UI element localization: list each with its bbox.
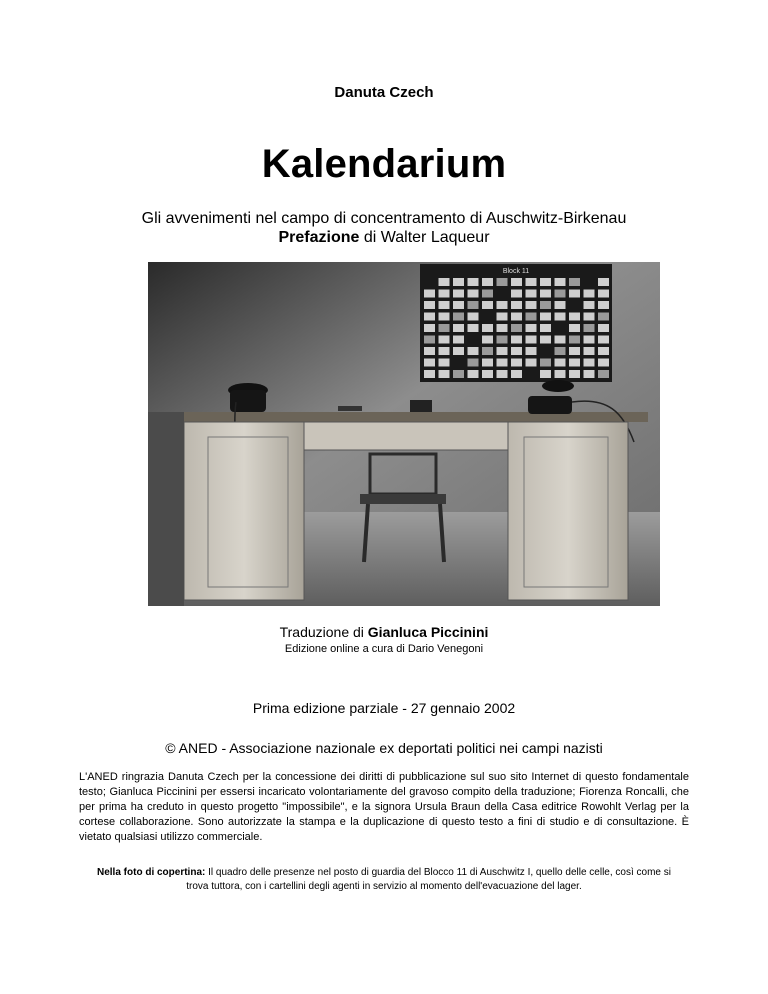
- name-card: [584, 359, 595, 367]
- name-card: [598, 290, 609, 298]
- name-card: [468, 290, 479, 298]
- name-card: [598, 359, 609, 367]
- name-card: [439, 347, 450, 355]
- name-card: [569, 324, 580, 332]
- name-card: [439, 370, 450, 378]
- name-card: [468, 324, 479, 332]
- name-card: [482, 278, 493, 286]
- name-card: [453, 301, 464, 309]
- caption-text: Il quadro delle presenze nel posto di guardia del Blocco 11 di Auschwitz I, quello delle celle, così come si trova tuttora, con i cartellini degli agenti in servizio al momento dell'evacuazione del lager.: [186, 867, 671, 892]
- name-card: [497, 324, 508, 332]
- translator-name: Gianluca Piccinini: [367, 624, 489, 640]
- name-card: [569, 278, 580, 286]
- name-card: [497, 336, 508, 344]
- name-card: [511, 301, 522, 309]
- subtitle: [0, 209, 768, 247]
- name-card: [540, 370, 551, 378]
- name-card: [424, 301, 435, 309]
- name-card: [482, 336, 493, 344]
- name-card: [555, 290, 566, 298]
- name-card: [526, 347, 537, 355]
- name-card: [598, 370, 609, 378]
- name-card: [584, 290, 595, 298]
- name-card: [598, 278, 609, 286]
- caption-label: Nella foto di copertina:: [97, 867, 206, 878]
- name-card: [468, 278, 479, 286]
- name-card: [439, 336, 450, 344]
- name-card: [569, 347, 580, 355]
- name-card: [511, 278, 522, 286]
- name-card: [584, 336, 595, 344]
- name-card: [497, 301, 508, 309]
- name-card: [439, 359, 450, 367]
- acknowledgements-paragraph: L'ANED ringrazia Danuta Czech per la concessione dei diritti di pubblicazione sul suo sito Internet di questo fondamentale testo; Gianluca Piccinini per essersi incaricato volontariamente del gravoso compito della traduzione; Fiorenza Roncalli, che per prima ha creduto in questo progetto "impossibile", e la signora Ursula Braun della Casa editrice Rowohlt Verlag per la cortese collaborazione. Sono autorizzate la stampa e la duplicazione di questo testo a fini di studio e di consultazione. È vietato qualsiasi utilizzo commerciale.: [79, 771, 689, 843]
- name-card: [453, 347, 464, 355]
- name-card: [453, 313, 464, 321]
- name-card: [511, 370, 522, 378]
- cover-photo: [148, 262, 660, 606]
- name-card: [497, 347, 508, 355]
- preface-line: [0, 228, 768, 247]
- name-card: [468, 301, 479, 309]
- name-card: [526, 301, 537, 309]
- name-card: [511, 313, 522, 321]
- name-card: [569, 313, 580, 321]
- name-card: [511, 336, 522, 344]
- name-card: [424, 336, 435, 344]
- name-card: [497, 278, 508, 286]
- name-card: [584, 324, 595, 332]
- name-card: [540, 359, 551, 367]
- name-card: [540, 313, 551, 321]
- name-card: [424, 313, 435, 321]
- name-card: [468, 370, 479, 378]
- online-edition-credit: Edizione online a cura di Dario Venegoni: [284, 643, 484, 655]
- subtitle-line: Gli avvenimenti nel campo di concentramento di Auschwitz-Birkenau: [141, 210, 627, 227]
- name-card: [540, 278, 551, 286]
- name-card: [511, 324, 522, 332]
- name-card: [526, 324, 537, 332]
- name-card: [424, 290, 435, 298]
- name-card: [569, 370, 580, 378]
- name-card: [555, 336, 566, 344]
- name-card: [555, 301, 566, 309]
- name-card: [482, 290, 493, 298]
- name-card: [468, 313, 479, 321]
- name-card: [584, 347, 595, 355]
- name-card: [439, 301, 450, 309]
- board-heading: Block 11: [502, 268, 530, 275]
- name-card: [439, 290, 450, 298]
- name-card: [569, 290, 580, 298]
- name-card: [453, 336, 464, 344]
- name-card: [511, 347, 522, 355]
- name-card: [482, 359, 493, 367]
- name-card: [526, 336, 537, 344]
- document-title: Kalendarium: [261, 142, 507, 186]
- copyright-line: © ANED - Associazione nazionale ex deportati politici nei campi nazisti: [165, 740, 603, 756]
- name-card: [439, 278, 450, 286]
- name-card: [424, 359, 435, 367]
- name-card: [424, 370, 435, 378]
- name-card: [511, 290, 522, 298]
- name-card: [555, 278, 566, 286]
- name-card: [598, 313, 609, 321]
- edition-line: Prima edizione parziale - 27 gennaio 2002: [252, 700, 516, 716]
- name-card: [526, 359, 537, 367]
- name-card: [468, 347, 479, 355]
- author-name: Danuta Czech: [334, 84, 434, 101]
- name-card: [468, 359, 479, 367]
- name-card: [540, 301, 551, 309]
- name-card: [453, 278, 464, 286]
- name-card: [453, 370, 464, 378]
- name-card: [439, 324, 450, 332]
- name-card: [555, 313, 566, 321]
- name-card: [598, 347, 609, 355]
- translation-prefix: Traduzione di: [279, 624, 368, 640]
- name-card: [584, 370, 595, 378]
- name-card: [511, 359, 522, 367]
- name-card: [497, 370, 508, 378]
- name-card: [598, 336, 609, 344]
- name-card: [526, 313, 537, 321]
- name-card: [482, 301, 493, 309]
- name-card: [482, 347, 493, 355]
- name-card: [540, 336, 551, 344]
- name-card: [482, 370, 493, 378]
- name-card: [424, 347, 435, 355]
- preface-author: di Walter Laqueur: [359, 229, 490, 246]
- name-card: [584, 301, 595, 309]
- name-card: [555, 359, 566, 367]
- name-card: [584, 313, 595, 321]
- name-card: [424, 324, 435, 332]
- name-card: [598, 301, 609, 309]
- name-card: [482, 324, 493, 332]
- preface-label: Prefazione: [278, 229, 360, 246]
- name-card: [569, 336, 580, 344]
- name-card: [453, 324, 464, 332]
- name-card: [569, 359, 580, 367]
- name-card: [453, 290, 464, 298]
- name-card: [497, 359, 508, 367]
- name-card: [497, 313, 508, 321]
- name-card: [555, 347, 566, 355]
- translation-credit: [0, 624, 768, 640]
- name-card: [526, 278, 537, 286]
- name-card: [439, 313, 450, 321]
- name-card: [555, 370, 566, 378]
- photo-caption: [0, 866, 768, 894]
- name-card: [598, 324, 609, 332]
- name-card: [540, 290, 551, 298]
- name-card: [526, 290, 537, 298]
- name-card: [540, 324, 551, 332]
- attendance-board: [420, 264, 612, 382]
